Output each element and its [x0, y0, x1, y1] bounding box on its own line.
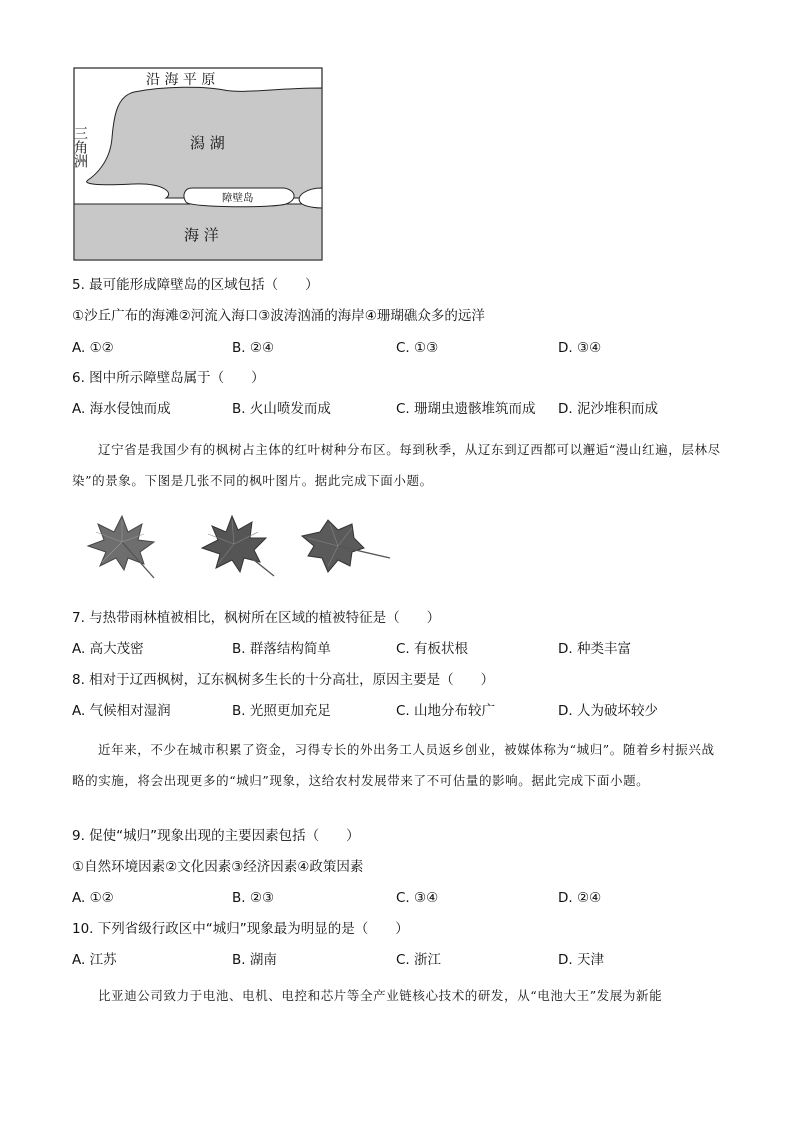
lagoon-label: 潟 湖 — [190, 134, 225, 152]
passage-city-return: 近年来，不少在城市积累了资金，习得专长的外出务工人员返乡创业，被媒体称为“城归”。随着乡村振兴战略的实施，将会出现更多的“城归”现象，这给农村发展带来了不可估量的影响。据此完成下面小题。 — [72, 742, 715, 788]
question-6-option-d: D. 泥沙堆积而成 — [558, 401, 658, 417]
question-5-option-b: B. ②④ — [232, 340, 275, 356]
question-5-option-d: D. ③④ — [558, 340, 602, 356]
maple-leaf-image-2 — [196, 512, 278, 584]
question-8-option-c: C. 山地分布较广 — [396, 703, 496, 719]
question-7-option-a: A. 高大茂密 — [72, 641, 144, 657]
coastal-plain-label: 沿 海 平 原 — [146, 72, 216, 88]
ocean-label: 海 洋 — [184, 226, 219, 244]
question-5-stem: 5. 最可能形成障壁岛的区域包括（ ） — [72, 277, 319, 293]
question-7-option-c: C. 有板状根 — [396, 641, 469, 657]
passage-maple: 辽宁省是我国少有的枫树占主体的红叶树种分布区。每到秋季，从辽东到辽西都可以邂逅“漫山红遍，层林尽染”的景象。下图是几张不同的枫叶图片。据此完成下面小题。 — [72, 442, 721, 488]
question-10-stem: 10. 下列省级行政区中“城归”现象最为明显的是（ ） — [72, 921, 409, 937]
question-5-option-c: C. ①③ — [396, 340, 439, 356]
delta-label: 三角洲 — [72, 126, 88, 168]
question-7-stem: 7. 与热带雨林植被相比，枫树所在区域的植被特征是（ ） — [72, 610, 441, 626]
question-7-option-b: B. 群落结构简单 — [232, 641, 331, 657]
question-9-stem: 9. 促使“城归”现象出现的主要因素包括（ ） — [72, 828, 360, 844]
question-9-option-d: D. ②④ — [558, 890, 602, 906]
question-6-option-b: B. 火山喷发而成 — [232, 401, 331, 417]
question-8-option-b: B. 光照更加充足 — [232, 703, 331, 719]
barrier-island-map — [74, 68, 324, 262]
question-9-option-b: B. ②③ — [232, 890, 275, 906]
question-9-option-c: C. ③④ — [396, 890, 439, 906]
question-5-statements: ①沙丘广布的海滩②河流入海口③波涛汹涌的海岸④珊瑚礁众多的远洋 — [72, 308, 485, 324]
question-8-stem: 8. 相对于辽西枫树，辽东枫树多生长的十分高壮，原因主要是（ ） — [72, 672, 495, 688]
question-6-stem: 6. 图中所示障壁岛属于（ ） — [72, 370, 265, 386]
question-8-option-d: D. 人为破坏较少 — [558, 703, 658, 719]
maple-leaf-image-1 — [82, 512, 160, 584]
maple-leaf-image-3 — [298, 518, 394, 576]
question-10-option-a: A. 江苏 — [72, 952, 117, 968]
question-10-option-d: D. 天津 — [558, 952, 604, 968]
question-8-option-a: A. 气候相对湿润 — [72, 703, 171, 719]
question-6-option-a: A. 海水侵蚀而成 — [72, 401, 171, 417]
question-10-option-b: B. 湖南 — [232, 952, 277, 968]
question-9-statements: ①自然环境因素②文化因素③经济因素④政策因素 — [72, 859, 364, 875]
passage-byd: 比亚迪公司致力于电池、电机、电控和芯片等全产业链核心技术的研发，从“电池大王”发展为新能 — [98, 988, 663, 1003]
question-5-option-a: A. ①② — [72, 340, 114, 356]
barrier-island-label: 障壁岛 — [222, 192, 254, 204]
question-10-option-c: C. 浙江 — [396, 952, 442, 968]
question-7-option-d: D. 种类丰富 — [558, 641, 631, 657]
question-6-option-c: C. 珊瑚虫遗骸堆筑而成 — [396, 401, 536, 417]
question-9-option-a: A. ①② — [72, 890, 114, 906]
